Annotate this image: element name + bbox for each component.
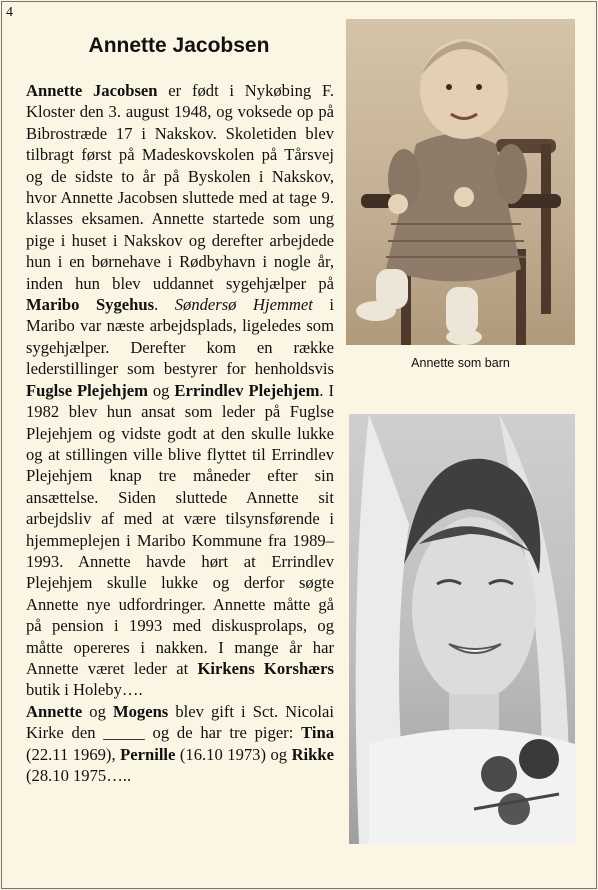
text-run: (22.11 1969),: [26, 744, 121, 764]
biography-text: [26, 80, 334, 786]
eye: [476, 84, 482, 90]
text-run: butik i Holeby….: [26, 680, 143, 700]
hand: [454, 187, 474, 207]
text-run: . I 1982 blev hun ansat som leder på Fuglse Plejehjem og vidste godt at den skulle lukke og at stillingen ville blive flyttet til Errindlev Plejehjem knap tre måneder efter sin ansættelse. Siden sluttede Annette sit arbejdsliv af med at være tilsynsførende i hjemmeplejen i Maribo Kommune fra 1989– 1993. Annette havde hørt at Errindlev Plejehjem skulle lukke og derfor søgte Annette nye udfordringer. Annette måtte gå på pension i 1993 med diskusprolaps, og måtte opereres i nakken. I mange år har Annette været leder at: [26, 380, 334, 678]
chair-post: [541, 144, 551, 314]
name-annette: Annette: [26, 701, 83, 721]
child-photo-caption: Annette som barn: [411, 356, 510, 370]
text-run: og: [82, 701, 113, 721]
name-mogens: Mogens: [112, 701, 169, 721]
text-run: .: [154, 295, 175, 315]
name-kirkens-korshaers: Kirkens Korshærs: [197, 658, 334, 678]
name-tina: Tina: [301, 723, 334, 743]
face: [420, 39, 508, 139]
name-maribo-sygehus: Maribo Sygehus: [26, 295, 155, 315]
name-pernille: Pernille: [120, 744, 176, 764]
flower: [498, 793, 530, 825]
hand: [388, 194, 408, 214]
sock: [446, 287, 478, 335]
paragraph-career: [26, 80, 334, 701]
text-run: i Maribo var næste arbejdsplads, ligeledes som sygehjælper. Derefter kom en række lederstillinger som bestyrer for henholdsvis: [26, 295, 334, 379]
flower: [481, 756, 517, 792]
text-run: og: [147, 380, 175, 400]
name-rikke: Rikke: [291, 744, 334, 764]
child-photo-illustration: [346, 19, 575, 345]
text-run: blev gift i Sct. Nicolai Kirke den _____ og de har tre piger:: [26, 701, 334, 743]
eye: [446, 84, 452, 90]
page-title: Annette Jacobsen: [88, 34, 270, 57]
name-annette-jacobsen: Annette Jacobsen: [26, 81, 158, 100]
paragraph-family: [26, 701, 334, 787]
arm: [495, 144, 527, 204]
name-fuglse-plejehjem: Fuglse Plejehjem: [26, 380, 148, 400]
name-errindlev-plejehjem: Errindlev Plejehjem: [174, 380, 320, 400]
text-run: (28.10 1975…..: [26, 766, 132, 785]
text-run: (16.10 1973) og: [175, 744, 292, 764]
foot: [356, 301, 396, 321]
foot: [446, 329, 482, 345]
flower: [519, 739, 559, 779]
name-sondersø-hjemmet: Søndersø Hjemmet: [174, 295, 313, 315]
text-run: er født i Nykøbing F. Kloster den 3. august 1948, og voksede op på Bibrostræde 17 i Nakskov. Skoletiden blev tilbragt først på Madeskovskolen på Tårsvej og de sidste to år på Byskolen i Nakskov, hvor Annette Jacobsen sluttede med at tage 9. klasses eksamen. Annette startede som ung pige i huset i Nakskov og derefter arbejdede hun i en børnehave i Rødbyhavn i nogle år, inden hun blev uddannet sygehjælper på: [26, 81, 334, 293]
bride-photo: [349, 414, 575, 844]
bride-photo-illustration: [349, 414, 575, 844]
page-number: 4: [6, 5, 13, 20]
child-photo: [346, 19, 575, 345]
